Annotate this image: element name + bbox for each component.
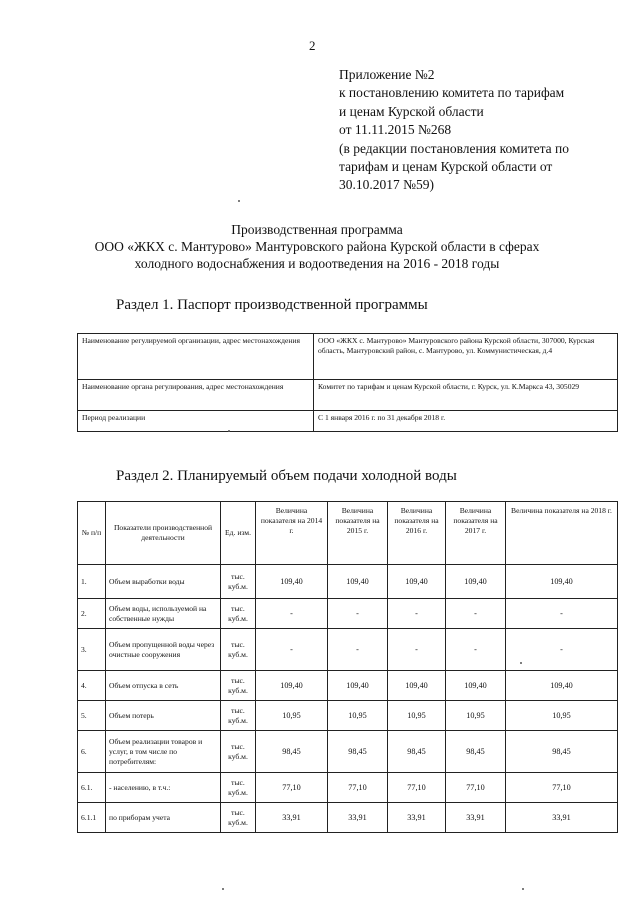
row-indicator: Объем пропущенной воды через очистные сооружения (106, 629, 221, 671)
passport-label: Наименование органа регулирования, адрес местонахождения (78, 380, 314, 411)
row-value: - (328, 629, 388, 671)
header-2015: Величина показателя на 2015 г. (328, 502, 388, 565)
header-2018: Величина показателя на 2018 г. (506, 502, 618, 565)
row-value: 109,40 (506, 565, 618, 599)
row-value: 33,91 (256, 803, 328, 833)
row-unit: тыс. куб.м. (221, 773, 256, 803)
header-2017: Величина показателя на 2017 г. (446, 502, 506, 565)
table-row (78, 411, 618, 432)
row-value: 109,40 (256, 671, 328, 701)
appendix-line: к постановлению комитета по тарифам (339, 85, 565, 101)
table-row (78, 599, 618, 629)
row-unit: тыс. куб.м. (221, 629, 256, 671)
row-indicator: Объем выработки воды (106, 565, 221, 599)
row-value: - (256, 629, 328, 671)
row-num: 6.1. (78, 773, 106, 803)
appendix-line: (в редакции постановления комитета по (339, 140, 570, 156)
appendix-line: 30.10.2017 №59) (339, 177, 435, 193)
row-indicator: - населению, в т.ч.: (106, 773, 221, 803)
section1-heading: Раздел 1. Паспорт производственной программы (116, 297, 428, 313)
row-num: 3. (78, 629, 106, 671)
header-indicator: Показатели производственной деятельности (106, 502, 221, 565)
header-2014: Величина показателя на 2014 г. (256, 502, 328, 565)
row-indicator: Объем реализации товаров и услуг, в том числе по потребителям: (106, 731, 221, 773)
table-row (78, 701, 618, 731)
water-volume-table (77, 501, 618, 833)
row-value: 33,91 (328, 803, 388, 833)
row-value: - (388, 599, 446, 629)
row-value: 10,95 (388, 701, 446, 731)
program-title (0, 221, 634, 272)
table-row (78, 629, 618, 671)
row-indicator: по приборам учета (106, 803, 221, 833)
row-value: 33,91 (506, 803, 618, 833)
passport-value: С 1 января 2016 г. по 31 декабря 2018 г. (314, 411, 618, 432)
header-num: № п/п (78, 502, 106, 565)
appendix-line: Приложение №2 (339, 67, 435, 82)
row-value: 10,95 (256, 701, 328, 731)
header-unit: Ед. изм. (221, 502, 256, 565)
row-value: 109,40 (388, 671, 446, 701)
row-num: 2. (78, 599, 106, 629)
passport-table (77, 333, 618, 432)
row-value: 98,45 (388, 731, 446, 773)
row-unit: тыс. куб.м. (221, 701, 256, 731)
appendix-header (339, 66, 569, 195)
row-indicator: Объем воды, используемой на собственные нужды (106, 599, 221, 629)
table-row (78, 380, 618, 411)
header-2016: Величина показателя на 2016 г. (388, 502, 446, 565)
row-unit: тыс. куб.м. (221, 731, 256, 773)
row-value: 77,10 (328, 773, 388, 803)
row-value: 98,45 (328, 731, 388, 773)
row-indicator: Объем отпуска в сеть (106, 671, 221, 701)
row-value: 98,45 (506, 731, 618, 773)
row-value: 10,95 (506, 701, 618, 731)
row-num: 5. (78, 701, 106, 731)
row-num: 6.1.1 (78, 803, 106, 833)
row-value: 109,40 (328, 565, 388, 599)
row-value: - (506, 599, 618, 629)
row-value: 77,10 (506, 773, 618, 803)
row-value: - (446, 629, 506, 671)
passport-value: Комитет по тарифам и ценам Курской области, г. Курск, ул. К.Маркса 43, 305029 (314, 380, 618, 411)
row-value: 10,95 (328, 701, 388, 731)
row-value: - (256, 599, 328, 629)
row-value: 77,10 (446, 773, 506, 803)
row-value: 33,91 (388, 803, 446, 833)
row-num: 1. (78, 565, 106, 599)
row-value: 77,10 (256, 773, 328, 803)
appendix-line: и ценам Курской области (339, 103, 484, 119)
row-value: 33,91 (446, 803, 506, 833)
row-unit: тыс. куб.м. (221, 671, 256, 701)
table-row (78, 671, 618, 701)
table-row (78, 731, 618, 773)
row-value: - (328, 599, 388, 629)
table-row (78, 773, 618, 803)
row-unit: тыс. куб.м. (221, 599, 256, 629)
row-value: - (446, 599, 506, 629)
row-num: 4. (78, 671, 106, 701)
row-indicator: Объем потерь (106, 701, 221, 731)
row-value: 109,40 (328, 671, 388, 701)
row-unit: тыс. куб.м. (221, 803, 256, 833)
passport-label: Период реализации (78, 411, 314, 432)
program-title-line: холодного водоснабжения и водоотведения на 2016 - 2018 годы (134, 256, 500, 271)
row-num: 6. (78, 731, 106, 773)
row-value: - (388, 629, 446, 671)
row-value: 109,40 (446, 565, 506, 599)
table-row (78, 334, 618, 380)
appendix-line: от 11.11.2015 №268 (339, 122, 452, 138)
program-title-line: ООО «ЖКХ с. Мантурово» Мантуровского района Курской области в сферах (94, 239, 540, 254)
row-value: 109,40 (388, 565, 446, 599)
program-title-line: Производственная программа (231, 222, 403, 237)
appendix-line: тарифам и ценам Курской области от (339, 159, 553, 175)
passport-value: ООО «ЖКХ с. Мантурово» Мантуровского района Курской области, 307000, Курская область, Мантуровский район, с. Мантурово, ул. Коммунистическая, д.4 (314, 334, 618, 380)
row-value: 109,40 (506, 671, 618, 701)
table-header-row (78, 502, 618, 565)
row-value: 77,10 (388, 773, 446, 803)
row-value: 98,45 (256, 731, 328, 773)
table-row (78, 565, 618, 599)
row-value: 10,95 (446, 701, 506, 731)
passport-label: Наименование регулируемой организации, адрес местонахождения (78, 334, 314, 380)
table-row (78, 803, 618, 833)
section2-heading: Раздел 2. Планируемый объем подачи холодной воды (116, 468, 457, 484)
row-value: 109,40 (446, 671, 506, 701)
row-value: 98,45 (446, 731, 506, 773)
page-number: 2 (309, 38, 316, 53)
row-value: 109,40 (256, 565, 328, 599)
row-value: - (506, 629, 618, 671)
row-unit: тыс. куб.м. (221, 565, 256, 599)
